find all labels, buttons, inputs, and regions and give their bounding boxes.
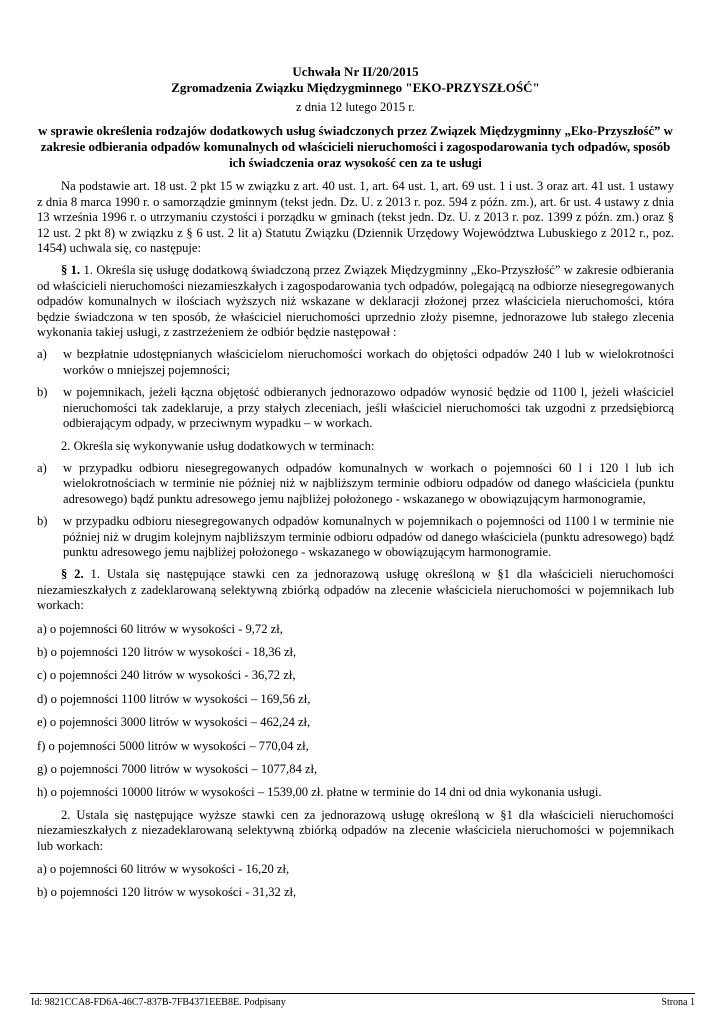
assembly-name: Zgromadzenia Związku Międzygminnego "EKO-PRZYSZŁOŚĆ" <box>171 80 540 95</box>
item-label: b) <box>37 514 48 529</box>
price-item: b) o pojemności 120 litrów w wysokości - 31,32 zł, <box>37 885 297 900</box>
price-item: b) o pojemności 120 litrów w wysokości - 18,36 zł, <box>37 644 297 659</box>
footer-divider <box>30 993 695 994</box>
item-label: b) <box>37 385 48 400</box>
document-body <box>37 64 674 901</box>
section-1-item-b <box>37 385 674 431</box>
item-label: a) <box>37 460 47 475</box>
resolution-subject: w sprawie określenia rodzajów dodatkowych usług świadczonych przez Związek Międzygminny „Eko-Przyszłość” w zakresie odbierania odpadów komunalnych od właścicieli nieruchomości i zagospodarowania tych odpadów, sposób ich świadczenia oraz wysokość cen za te usługi <box>38 124 673 171</box>
price-item: c) o pojemności 240 litrów w wysokości - 36,72 zł, <box>37 668 296 683</box>
price-item: h) o pojemności 10000 litrów w wysokości – 1539,00 zł. płatne w terminie do 14 dni od dnia wykonania usługi. <box>37 785 602 800</box>
section-2-marker: § 2. <box>61 567 84 582</box>
section-1-term-b <box>37 514 674 560</box>
section-1-item-a <box>37 347 674 378</box>
page-number: Strona 1 <box>661 997 695 1008</box>
section-2-text-1: 1. Ustala się następujące stawki cen za jednorazową usługę określoną w §1 dla właścicieli nieruchomości niezamieszkałych z zadeklarowaną selektywną zbiórką odpadów na zlecenie właściciela nieruchomości w pojemnikach lub workach: <box>37 567 674 613</box>
price-item: a) o pojemności 60 litrów w wysokości - 16,20 zł, <box>37 862 290 877</box>
item-text: w przypadku odbioru niesegregowanych odpadów komunalnych w workach o pojemności 60 l i 120 l lub ich wielokrotnościach w terminie nie później niż w najbliższym terminie odbioru odpadów od danego właściciela (punktu adresowego) bądź punktu adresowego jemu najbliżej położonego - wskazanego w obowiązującym harmonogramie, <box>63 460 674 506</box>
price-item: a) o pojemności 60 litrów w wysokości - 9,72 zł, <box>37 621 283 636</box>
section-1-paragraph-2: 2. Określa się wykonywanie usług dodatkowych w terminach: <box>61 438 375 453</box>
price-item: d) o pojemności 1100 litrów w wysokości – 169,56 zł, <box>37 691 311 706</box>
section-1-marker: § 1. <box>61 263 81 278</box>
section-1-paragraph-1 <box>37 263 674 340</box>
item-text: w przypadku odbioru niesegregowanych odpadów komunalnych w pojemnikach o pojemności od 1100 l w terminie nie później niż w drugim kolejnym najbliższym terminie odbioru odpadów od danego właściciela (punktu adresowego) bądź punktu adresowego jemu najbliżej położonego - wskazanego w obowiązującym harmonogramie. <box>63 514 674 559</box>
item-label: a) <box>37 347 47 362</box>
price-item: f) o pojemności 5000 litrów w wysokości – 770,04 zł, <box>37 738 309 753</box>
resolution-number: Uchwała Nr II/20/2015 <box>292 64 419 79</box>
section-1-term-a <box>37 461 674 507</box>
item-text: w bezpłatnie udostępnianych właścicielom nieruchomości workach do objętości odpadów 240 l lub w wielokrotności worków o mniejszej pojemności; <box>63 347 674 377</box>
section-1-text-1: 1. Określa się usługę dodatkową świadczoną przez Związek Międzygminny „Eko-Przyszłość” w zakresie odbierania od właścicieli nieruchomości niezamieszkałych i zagospodarowania tych odpadów, polegającą na odbiorze niesegregowanych odpadów komunalnych w ilościach wyższych niż wskazane w deklaracji złożonej przez właściciela nieruchomości, która będzie świadczona w ten sposób, że właściciel nieruchomości uprzednio złoży pisemne, jednorazowe lub stałego zlecenia wykonania takiej usługi, z zastrzeżeniem że odbiór będzie następował : <box>37 263 675 340</box>
price-item: e) o pojemności 3000 litrów w wysokości – 462,24 zł, <box>37 715 311 730</box>
legal-basis-paragraph: Na podstawie art. 18 ust. 2 pkt 15 w związku z art. 40 ust. 1, art. 64 ust. 1, art. 69 ust. 1 i ust. 3 oraz art. 41 ust. 1 ustawy z dnia 8 marca 1990 r. o samorządzie gminnym (tekst jedn. Dz. U. z 2013 r. poz. 594 z późn. zm.), art. 6r ust. 4 ustawy z dnia 13 września 1996 r. o utrzymaniu czystości i porządku w gminach (tekst jedn. Dz. U. z 2013 r. poz. 1399 z późn. zm.) oraz § 12 ust. 2 pkt 8) w związku z § 6 ust. 2 lit a) Statutu Związku (Dziennik Urzędowy Województwa Lubuskiego z 2012 r., poz. 1454) uchwala się, co następuje: <box>37 179 674 256</box>
section-2-paragraph-1 <box>37 567 674 613</box>
document-id: Id: 9821CCA8-FD6A-46C7-837B-7FB4371EEB8E. Podpisany <box>31 997 286 1008</box>
section-2-paragraph-2: 2. Ustala się następujące wyższe stawki cen za jednorazową usługę określoną w §1 dla właścicieli nieruchomości niezamieszkałych z niezadeklarowaną selektywną zbiórką odpadów na zlecenie właściciela nieruchomości w pojemnikach lub workach: <box>37 807 674 853</box>
resolution-date: z dnia 12 lutego 2015 r. <box>296 100 415 114</box>
price-item: g) o pojemności 7000 litrów w wysokości – 1077,84 zł, <box>37 762 318 776</box>
item-text: w pojemnikach, jeżeli łączna objętość odbieranych jednorazowo odpadów wynosić będzie od 1100 l, jeżeli właściciel nieruchomości tak zadeklaruje, a przy stałych zleceniach, jeśli właściciel nieruchomości tak uzgodni z przedsiębiorcą odbierającym odpady, w przeciwnym wypadku – w workach. <box>63 385 674 431</box>
